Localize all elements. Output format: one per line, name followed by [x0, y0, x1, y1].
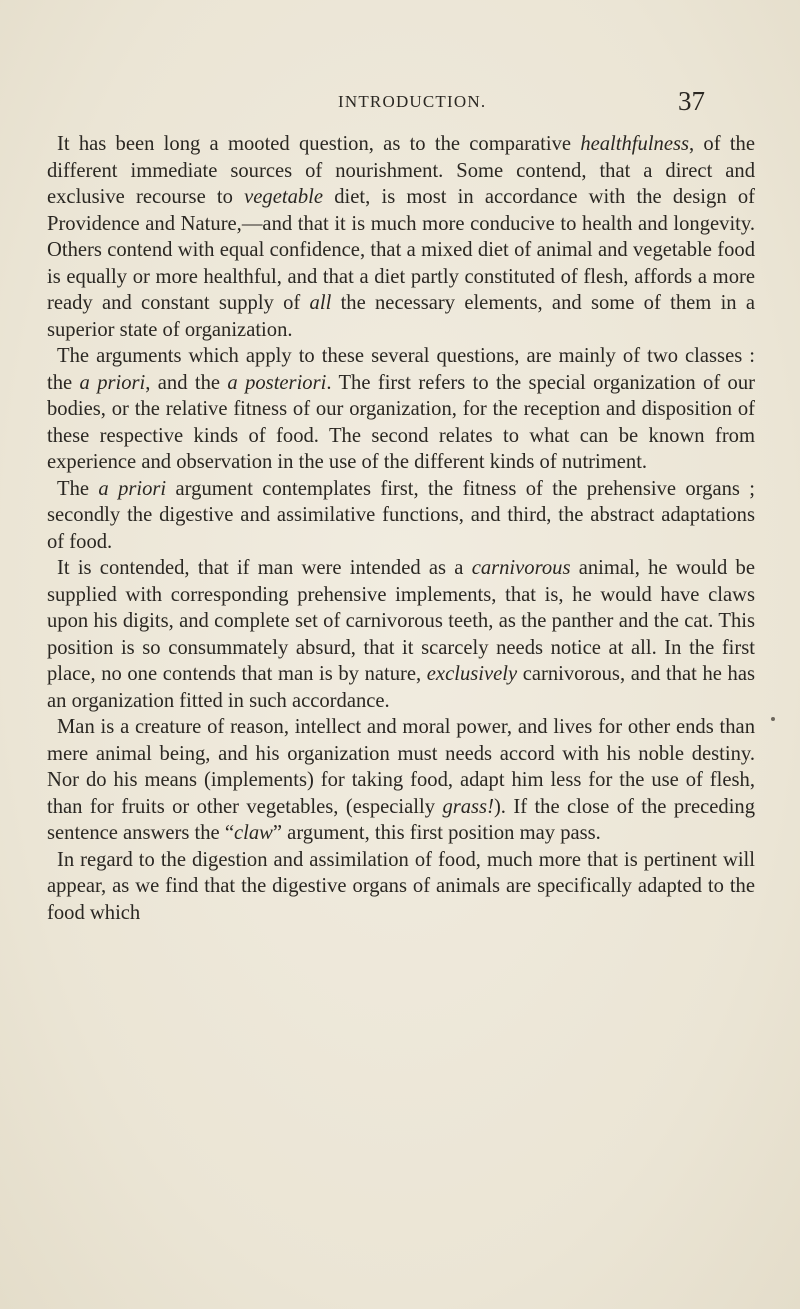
- text-run: , of the different immediate sources of nourishment. Some contend, that a direct and exclusive recourse to: [47, 133, 755, 208]
- text-run: diet, is most in accordance with the design of Providence and Nature,—and that it is much more conducive to health and longevity. Others contend with equal confidence, that a mixed diet of animal and vegetable food is equally or more healthful, and that a diet partly constituted of flesh, affords a more ready and constant supply of: [47, 186, 755, 314]
- paragraph-man-creature: [47, 714, 755, 847]
- text-run: argument contemplates first, the fitness of the prehensive organs ; secondly the digestive and assimilative functions, and third, the abstract adaptations of food.: [47, 477, 755, 553]
- text-run: The: [57, 477, 99, 500]
- text-run: , and the: [145, 371, 228, 394]
- running-head-title: INTRODUCTION.: [338, 92, 487, 111]
- text-run: It is contended, that if man were intended as a: [57, 557, 472, 579]
- text-run: the necessary elements, and some of them in a superior state of organization.: [47, 292, 755, 341]
- text-run: ). If the close of the preceding sentence answers the “: [47, 795, 756, 844]
- running-head: [0, 88, 800, 128]
- ink-speck: [771, 717, 775, 721]
- paragraph-arguments: [47, 343, 755, 476]
- page-number: 37: [678, 86, 705, 116]
- italic-term: all: [309, 292, 332, 314]
- italic-term: healthfulness: [580, 133, 690, 155]
- paragraph-a-priori: [47, 476, 755, 556]
- text-run: In regard to the digestion and assimilation of food, much more that is pertinent will appear, as we find that the digestive organs of animals are specifically adapted to the food which: [47, 848, 755, 924]
- italic-term: claw: [233, 822, 273, 844]
- italic-term: grass!: [442, 795, 494, 818]
- italic-term: a priori: [98, 477, 167, 500]
- italic-term: a posteriori: [227, 371, 327, 394]
- text-run: carnivorous, and that he has an organization fitted in such accordance.: [47, 663, 755, 712]
- text-run: The arguments which apply to these several questions, are mainly of two classes : the: [47, 345, 755, 394]
- text-run: . The first refers to the special organization of our bodies, or the relative fitness of our organization, for the reception and disposition of these respective kinds of food. The second relates to what can be known from experience and observation in the use of the different kinds of nutriment.: [47, 371, 755, 473]
- body-text: [47, 131, 755, 926]
- italic-term: exclusively: [426, 663, 518, 685]
- italic-term: a priori: [79, 371, 146, 394]
- text-run: Man is a creature of reason, intellect and moral power, and lives for other ends than mere animal being, and his organization must needs accord with his noble destiny. Nor do his means (implements) for taking food, adapt him less for the use of flesh, than for fruits or other vegetables, (especially: [47, 716, 755, 818]
- paragraph-digestion: [47, 847, 755, 927]
- text-run: animal, he would be supplied with corresponding prehensive implements, that is, he would have claws upon his digits, and complete set of carnivorous teeth, as the panther and the cat. This position is so consummately absurd, that it scarcely needs notice at all. In the first place, no one contends that man is by nature,: [47, 557, 755, 685]
- text-run: ” argument, this first position may pass.: [272, 822, 601, 844]
- paragraph-healthfulness: [47, 131, 755, 343]
- italic-term: carnivorous: [471, 557, 571, 579]
- italic-term: vegetable: [244, 186, 324, 208]
- paragraph-carnivorous: [47, 555, 755, 714]
- text-run: It has been long a mooted question, as to the comparative: [57, 133, 581, 155]
